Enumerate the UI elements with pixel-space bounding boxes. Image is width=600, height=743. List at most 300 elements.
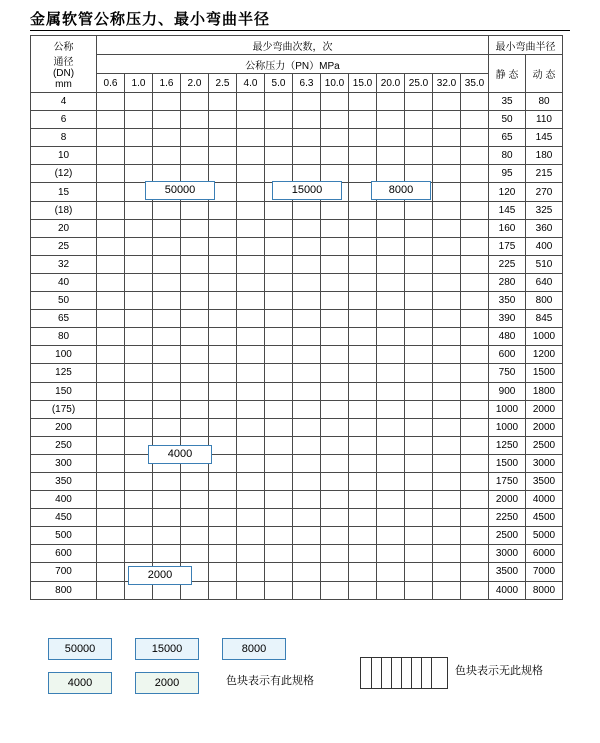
spec-cell bbox=[321, 237, 349, 255]
spec-cell bbox=[405, 201, 433, 219]
spec-cell bbox=[265, 509, 293, 527]
header-pressure: 5.0 bbox=[265, 74, 293, 93]
spec-cell bbox=[265, 147, 293, 165]
table-row bbox=[31, 454, 563, 472]
spec-cell bbox=[293, 509, 321, 527]
spec-cell bbox=[237, 436, 265, 454]
spec-cell bbox=[237, 328, 265, 346]
spec-cell bbox=[265, 472, 293, 490]
spec-cell bbox=[377, 129, 405, 147]
spec-cell bbox=[237, 147, 265, 165]
spec-cell bbox=[125, 292, 153, 310]
spec-cell bbox=[433, 382, 461, 400]
header-dynamic: 动 态 bbox=[526, 55, 563, 93]
row-dn: 6 bbox=[31, 111, 97, 129]
spec-cell bbox=[293, 255, 321, 273]
spec-cell bbox=[265, 255, 293, 273]
spec-cell bbox=[433, 418, 461, 436]
spec-cell bbox=[181, 237, 209, 255]
spec-cell bbox=[321, 581, 349, 599]
spec-cell bbox=[237, 382, 265, 400]
spec-cell bbox=[293, 364, 321, 382]
spec-cell bbox=[321, 111, 349, 129]
spec-cell bbox=[209, 382, 237, 400]
spec-cell bbox=[237, 364, 265, 382]
row-static-radius: 95 bbox=[489, 165, 526, 183]
spec-cell bbox=[209, 237, 237, 255]
spec-cell bbox=[125, 219, 153, 237]
spec-cell bbox=[265, 491, 293, 509]
spec-cell bbox=[265, 292, 293, 310]
row-static-radius: 600 bbox=[489, 346, 526, 364]
spec-cell bbox=[377, 292, 405, 310]
spec-cell bbox=[377, 382, 405, 400]
row-static-radius: 390 bbox=[489, 310, 526, 328]
spec-cell bbox=[181, 382, 209, 400]
row-dynamic-radius: 215 bbox=[526, 165, 563, 183]
spec-cell bbox=[321, 255, 349, 273]
spec-cell bbox=[321, 400, 349, 418]
row-dn: 32 bbox=[31, 255, 97, 273]
header-bend-times: 最少弯曲次数，次 bbox=[97, 36, 489, 55]
spec-cell bbox=[377, 328, 405, 346]
spec-cell bbox=[321, 346, 349, 364]
row-dynamic-radius: 3500 bbox=[526, 472, 563, 490]
row-dn: 65 bbox=[31, 310, 97, 328]
spec-cell bbox=[405, 237, 433, 255]
spec-cell bbox=[153, 364, 181, 382]
spec-cell bbox=[293, 328, 321, 346]
spec-cell bbox=[125, 237, 153, 255]
row-static-radius: 480 bbox=[489, 328, 526, 346]
row-dn: 8 bbox=[31, 129, 97, 147]
header-pressure: 4.0 bbox=[237, 74, 265, 93]
spec-cell bbox=[237, 255, 265, 273]
spec-cell bbox=[293, 93, 321, 111]
spec-cell bbox=[433, 328, 461, 346]
spec-cell bbox=[209, 273, 237, 291]
table-row bbox=[31, 292, 563, 310]
spec-cell bbox=[433, 292, 461, 310]
spec-cell bbox=[405, 509, 433, 527]
spec-cell bbox=[125, 93, 153, 111]
spec-cell bbox=[153, 328, 181, 346]
spec-cell bbox=[405, 581, 433, 599]
header-pressure: 10.0 bbox=[321, 74, 349, 93]
row-static-radius: 350 bbox=[489, 292, 526, 310]
spec-cell bbox=[405, 472, 433, 490]
spec-cell bbox=[293, 273, 321, 291]
table-row bbox=[31, 310, 563, 328]
spec-cell bbox=[97, 364, 125, 382]
spec-cell bbox=[153, 219, 181, 237]
spec-cell bbox=[433, 491, 461, 509]
spec-cell bbox=[237, 472, 265, 490]
table-row bbox=[31, 328, 563, 346]
spec-cell bbox=[125, 400, 153, 418]
spec-cell bbox=[349, 255, 377, 273]
spec-cell bbox=[153, 273, 181, 291]
spec-cell bbox=[265, 400, 293, 418]
spec-cell bbox=[461, 129, 489, 147]
callout-box: 2000 bbox=[128, 566, 192, 585]
spec-cell bbox=[237, 509, 265, 527]
row-static-radius: 1750 bbox=[489, 472, 526, 490]
header-pressure: 1.6 bbox=[153, 74, 181, 93]
spec-cell bbox=[349, 346, 377, 364]
spec-cell bbox=[405, 454, 433, 472]
spec-cell bbox=[293, 581, 321, 599]
spec-cell bbox=[237, 292, 265, 310]
table-row bbox=[31, 147, 563, 165]
header-pressure: 35.0 bbox=[461, 74, 489, 93]
spec-cell bbox=[377, 111, 405, 129]
row-dn: 450 bbox=[31, 509, 97, 527]
spec-cell bbox=[181, 527, 209, 545]
spec-cell bbox=[321, 93, 349, 111]
spec-cell bbox=[461, 400, 489, 418]
row-static-radius: 120 bbox=[489, 183, 526, 201]
spec-cell bbox=[349, 400, 377, 418]
spec-cell bbox=[97, 129, 125, 147]
spec-cell bbox=[461, 563, 489, 581]
row-dn: 80 bbox=[31, 328, 97, 346]
spec-cell bbox=[433, 509, 461, 527]
spec-cell bbox=[153, 472, 181, 490]
spec-cell bbox=[405, 418, 433, 436]
header-min-radius: 最小弯曲半径 bbox=[489, 36, 563, 55]
spec-cell bbox=[153, 310, 181, 328]
spec-cell bbox=[349, 292, 377, 310]
spec-cell bbox=[153, 292, 181, 310]
table-row bbox=[31, 581, 563, 599]
spec-cell bbox=[265, 454, 293, 472]
callout-box: 50000 bbox=[145, 181, 215, 200]
row-dynamic-radius: 1800 bbox=[526, 382, 563, 400]
spec-cell bbox=[125, 310, 153, 328]
table-row bbox=[31, 346, 563, 364]
spec-cell bbox=[153, 255, 181, 273]
table-row bbox=[31, 400, 563, 418]
spec-cell bbox=[293, 310, 321, 328]
legend-item: 8000 bbox=[222, 638, 286, 660]
spec-cell bbox=[405, 310, 433, 328]
spec-cell bbox=[153, 527, 181, 545]
spec-cell bbox=[237, 201, 265, 219]
spec-cell bbox=[97, 545, 125, 563]
row-static-radius: 160 bbox=[489, 219, 526, 237]
spec-cell bbox=[237, 310, 265, 328]
header-pressure: 20.0 bbox=[377, 74, 405, 93]
spec-cell bbox=[461, 255, 489, 273]
spec-cell bbox=[377, 273, 405, 291]
row-static-radius: 225 bbox=[489, 255, 526, 273]
spec-cell bbox=[181, 491, 209, 509]
row-dn: (18) bbox=[31, 201, 97, 219]
spec-cell bbox=[433, 129, 461, 147]
row-static-radius: 1000 bbox=[489, 418, 526, 436]
row-static-radius: 280 bbox=[489, 273, 526, 291]
spec-cell bbox=[461, 219, 489, 237]
spec-cell bbox=[97, 111, 125, 129]
spec-cell bbox=[97, 527, 125, 545]
spec-cell bbox=[433, 545, 461, 563]
spec-cell bbox=[321, 292, 349, 310]
spec-cell bbox=[209, 346, 237, 364]
spec-cell bbox=[97, 255, 125, 273]
spec-cell bbox=[293, 219, 321, 237]
row-dn: 125 bbox=[31, 364, 97, 382]
row-static-radius: 175 bbox=[489, 237, 526, 255]
spec-cell bbox=[405, 129, 433, 147]
row-dn: 20 bbox=[31, 219, 97, 237]
spec-cell bbox=[461, 93, 489, 111]
spec-cell bbox=[209, 472, 237, 490]
row-dn: 350 bbox=[31, 472, 97, 490]
spec-cell bbox=[461, 364, 489, 382]
table-row bbox=[31, 219, 563, 237]
spec-cell bbox=[349, 111, 377, 129]
spec-cell bbox=[237, 491, 265, 509]
spec-cell bbox=[153, 509, 181, 527]
spec-cell bbox=[321, 364, 349, 382]
spec-cell bbox=[265, 418, 293, 436]
header-dn-line3: (DN) bbox=[52, 68, 75, 79]
spec-cell bbox=[293, 563, 321, 581]
spec-cell bbox=[265, 129, 293, 147]
spec-cell bbox=[237, 93, 265, 111]
spec-cell bbox=[349, 563, 377, 581]
spec-cell bbox=[405, 563, 433, 581]
spec-cell bbox=[293, 147, 321, 165]
spec-cell bbox=[321, 219, 349, 237]
callout-box: 15000 bbox=[272, 181, 342, 200]
spec-cell bbox=[237, 563, 265, 581]
spec-cell bbox=[181, 509, 209, 527]
spec-cell bbox=[237, 400, 265, 418]
table-row bbox=[31, 509, 563, 527]
spec-cell bbox=[349, 509, 377, 527]
row-dn: 50 bbox=[31, 292, 97, 310]
spec-cell bbox=[461, 436, 489, 454]
spec-cell bbox=[461, 273, 489, 291]
spec-cell bbox=[433, 581, 461, 599]
spec-cell bbox=[461, 509, 489, 527]
header-dn-line4: mm bbox=[55, 79, 72, 90]
spec-cell bbox=[461, 472, 489, 490]
row-static-radius: 4000 bbox=[489, 581, 526, 599]
spec-cell bbox=[293, 436, 321, 454]
spec-cell bbox=[349, 328, 377, 346]
spec-cell bbox=[321, 273, 349, 291]
table-row bbox=[31, 382, 563, 400]
spec-cell bbox=[97, 183, 125, 201]
header-pn: 公称压力（PN）MPa bbox=[97, 55, 489, 74]
spec-cell bbox=[237, 237, 265, 255]
spec-cell bbox=[153, 382, 181, 400]
spec-cell bbox=[377, 346, 405, 364]
spec-cell bbox=[265, 273, 293, 291]
spec-cell bbox=[153, 545, 181, 563]
row-dn: 500 bbox=[31, 527, 97, 545]
spec-cell bbox=[321, 509, 349, 527]
spec-cell bbox=[349, 310, 377, 328]
table-row bbox=[31, 273, 563, 291]
table-row bbox=[31, 255, 563, 273]
spec-cell bbox=[125, 111, 153, 129]
spec-cell bbox=[377, 527, 405, 545]
row-static-radius: 750 bbox=[489, 364, 526, 382]
spec-cell bbox=[377, 509, 405, 527]
spec-cell bbox=[293, 382, 321, 400]
table-row bbox=[31, 418, 563, 436]
spec-cell bbox=[125, 545, 153, 563]
spec-cell bbox=[433, 364, 461, 382]
spec-cell bbox=[209, 292, 237, 310]
table-row bbox=[31, 563, 563, 581]
spec-cell bbox=[125, 201, 153, 219]
header-pressure: 15.0 bbox=[349, 74, 377, 93]
spec-cell bbox=[461, 382, 489, 400]
row-static-radius: 1250 bbox=[489, 436, 526, 454]
spec-cell bbox=[125, 273, 153, 291]
spec-cell bbox=[293, 129, 321, 147]
spec-cell bbox=[125, 491, 153, 509]
spec-cell bbox=[377, 563, 405, 581]
row-dn: 40 bbox=[31, 273, 97, 291]
spec-cell bbox=[153, 201, 181, 219]
spec-cell bbox=[97, 292, 125, 310]
spec-cell bbox=[97, 581, 125, 599]
spec-cell bbox=[293, 545, 321, 563]
row-static-radius: 2000 bbox=[489, 491, 526, 509]
header-pressure: 0.6 bbox=[97, 74, 125, 93]
spec-cell bbox=[377, 472, 405, 490]
row-dynamic-radius: 1000 bbox=[526, 328, 563, 346]
spec-cell bbox=[209, 454, 237, 472]
spec-cell bbox=[181, 364, 209, 382]
spec-cell bbox=[377, 436, 405, 454]
spec-cell bbox=[405, 382, 433, 400]
spec-cell bbox=[293, 237, 321, 255]
spec-cell bbox=[433, 400, 461, 418]
row-dynamic-radius: 2000 bbox=[526, 400, 563, 418]
spec-cell bbox=[209, 129, 237, 147]
spec-cell bbox=[433, 165, 461, 183]
spec-cell bbox=[97, 237, 125, 255]
table-row bbox=[31, 364, 563, 382]
header-row-1 bbox=[31, 36, 563, 55]
legend-item: 2000 bbox=[135, 672, 199, 694]
spec-cell bbox=[97, 382, 125, 400]
row-static-radius: 80 bbox=[489, 147, 526, 165]
row-dn: 400 bbox=[31, 491, 97, 509]
row-static-radius: 2500 bbox=[489, 527, 526, 545]
spec-cell bbox=[321, 472, 349, 490]
spec-cell bbox=[209, 527, 237, 545]
spec-cell bbox=[97, 491, 125, 509]
spec-cell bbox=[97, 147, 125, 165]
spec-cell bbox=[181, 201, 209, 219]
spec-cell bbox=[265, 545, 293, 563]
header-pressure: 25.0 bbox=[405, 74, 433, 93]
spec-cell bbox=[209, 219, 237, 237]
spec-cell bbox=[405, 346, 433, 364]
spec-cell bbox=[321, 310, 349, 328]
spec-cell bbox=[265, 382, 293, 400]
spec-cell bbox=[237, 346, 265, 364]
spec-cell bbox=[237, 219, 265, 237]
header-dn-cell bbox=[31, 36, 97, 93]
spec-cell bbox=[433, 111, 461, 129]
spec-cell bbox=[209, 400, 237, 418]
spec-cell bbox=[461, 491, 489, 509]
spec-cell bbox=[237, 545, 265, 563]
spec-cell bbox=[377, 454, 405, 472]
legend-note-color: 色块表示有此规格 bbox=[226, 675, 314, 687]
spec-cell bbox=[97, 219, 125, 237]
row-dynamic-radius: 7000 bbox=[526, 563, 563, 581]
table-row bbox=[31, 527, 563, 545]
spec-cell bbox=[97, 472, 125, 490]
spec-cell bbox=[153, 491, 181, 509]
spec-cell bbox=[405, 93, 433, 111]
row-dynamic-radius: 110 bbox=[526, 111, 563, 129]
spec-cell bbox=[153, 93, 181, 111]
spec-cell bbox=[321, 454, 349, 472]
spec-cell bbox=[405, 147, 433, 165]
row-static-radius: 35 bbox=[489, 93, 526, 111]
spec-cell bbox=[97, 273, 125, 291]
row-static-radius: 1500 bbox=[489, 454, 526, 472]
spec-cell bbox=[97, 509, 125, 527]
spec-cell bbox=[349, 527, 377, 545]
spec-cell bbox=[433, 563, 461, 581]
spec-cell bbox=[433, 183, 461, 201]
spec-cell bbox=[349, 436, 377, 454]
row-dn: 800 bbox=[31, 581, 97, 599]
table-head bbox=[31, 36, 563, 93]
row-dn: 15 bbox=[31, 183, 97, 201]
spec-cell bbox=[125, 418, 153, 436]
spec-cell bbox=[153, 237, 181, 255]
spec-cell bbox=[461, 346, 489, 364]
spec-cell bbox=[265, 436, 293, 454]
spec-cell bbox=[181, 418, 209, 436]
spec-cell bbox=[265, 111, 293, 129]
table-row bbox=[31, 201, 563, 219]
spec-cell bbox=[433, 237, 461, 255]
spec-cell bbox=[209, 364, 237, 382]
spec-cell bbox=[405, 364, 433, 382]
legend-grid-swatch bbox=[360, 657, 448, 689]
spec-cell bbox=[293, 527, 321, 545]
spec-cell bbox=[209, 491, 237, 509]
spec-cell bbox=[349, 418, 377, 436]
spec-cell bbox=[125, 382, 153, 400]
spec-cell bbox=[349, 472, 377, 490]
spec-cell bbox=[349, 147, 377, 165]
spec-cell bbox=[349, 219, 377, 237]
spec-cell bbox=[237, 527, 265, 545]
spec-cell bbox=[265, 219, 293, 237]
header-pressure: 32.0 bbox=[433, 74, 461, 93]
spec-cell bbox=[349, 382, 377, 400]
row-dynamic-radius: 2500 bbox=[526, 436, 563, 454]
spec-cell bbox=[237, 111, 265, 129]
legend-item: 50000 bbox=[48, 638, 112, 660]
spec-cell bbox=[321, 527, 349, 545]
